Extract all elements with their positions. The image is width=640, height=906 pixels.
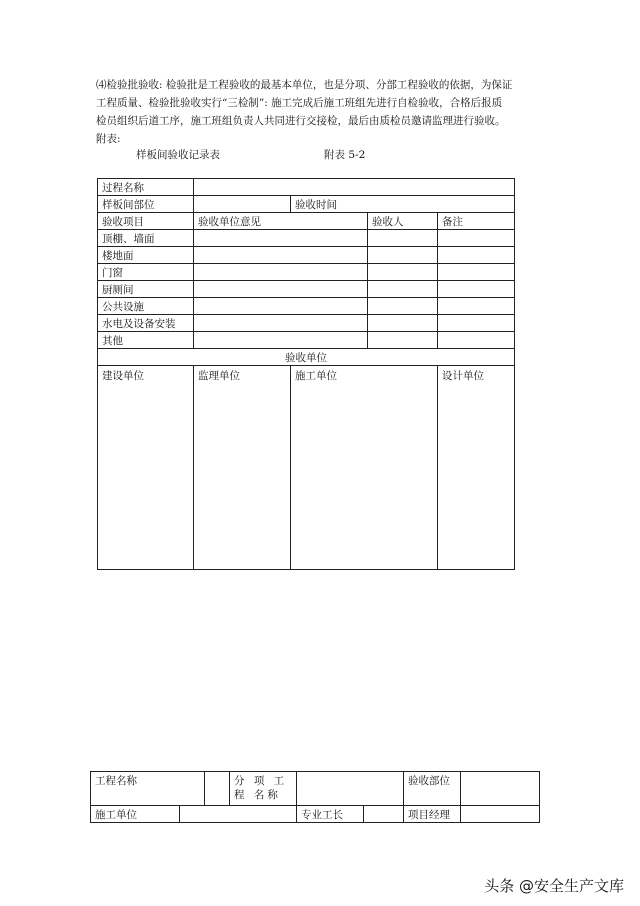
- supervisor-unit-signature[interactable]: 监理单位: [194, 366, 291, 570]
- construction-unit-signature[interactable]: 施工单位: [291, 366, 438, 570]
- opinion-cell[interactable]: [194, 281, 368, 298]
- table-row: [98, 247, 515, 264]
- header-inspector: 验收人: [368, 213, 438, 230]
- item-label: 楼地面: [98, 247, 194, 264]
- project-manager-label: 项目经理: [404, 806, 461, 823]
- item-label: 水电及设备安装: [98, 315, 194, 332]
- table-row: [98, 264, 515, 281]
- sample-part-value[interactable]: [194, 196, 291, 213]
- opinion-cell[interactable]: [194, 332, 368, 349]
- acceptance-record-table: [97, 178, 515, 570]
- table-row: [98, 230, 515, 247]
- item-label: 厨厕间: [98, 281, 194, 298]
- item-label: 公共设施: [98, 298, 194, 315]
- inspector-cell[interactable]: [368, 281, 438, 298]
- table-row: [98, 332, 515, 349]
- paragraph-line: ⑷检验批验收: 检验批是工程验收的最基本单位，也是分项、分部工程验收的依据，为保证: [96, 79, 513, 91]
- table-row: [98, 315, 515, 332]
- header-opinion: 验收单位意见: [194, 213, 368, 230]
- opinion-cell[interactable]: [194, 298, 368, 315]
- inspector-cell[interactable]: [368, 298, 438, 315]
- inspector-cell[interactable]: [368, 230, 438, 247]
- opinion-cell[interactable]: [194, 247, 368, 264]
- foreman-value[interactable]: [364, 806, 404, 823]
- remark-cell[interactable]: [438, 332, 515, 349]
- inspector-cell[interactable]: [368, 315, 438, 332]
- table-header-row: [98, 213, 515, 230]
- sample-part-label: 样板间部位: [98, 196, 194, 213]
- project-name-label: 工程名称: [91, 772, 205, 806]
- inspector-cell[interactable]: [368, 332, 438, 349]
- paragraph-line: 检员组织后道工序，施工班组负责人共同进行交接检，最后由质检员邀请监理进行验收。: [96, 115, 506, 127]
- owner-unit-signature[interactable]: 建设单位: [98, 366, 194, 570]
- project-info-table: [90, 771, 540, 823]
- header-remark: 备注: [438, 213, 515, 230]
- header-item: 验收项目: [98, 213, 194, 230]
- process-name-value[interactable]: [194, 179, 515, 196]
- remark-cell[interactable]: [438, 230, 515, 247]
- opinion-cell[interactable]: [194, 230, 368, 247]
- opinion-cell[interactable]: [194, 264, 368, 281]
- project-name-value[interactable]: [205, 772, 230, 806]
- remark-cell[interactable]: [438, 264, 515, 281]
- units-header: 验收单位: [98, 349, 515, 366]
- accept-time-label: 验收时间: [291, 196, 515, 213]
- foreman-label: 专业工长: [297, 806, 364, 823]
- table-row: [98, 281, 515, 298]
- opinion-cell[interactable]: [194, 315, 368, 332]
- table-row: [98, 298, 515, 315]
- project-manager-value[interactable]: [461, 806, 540, 823]
- item-label: 门窗: [98, 264, 194, 281]
- table-ref: 附表 5-2: [324, 149, 366, 161]
- paragraph-line: 工程质量、检验批验收实行“三检制”: 施工完成后施工班组先进行自检验收，合格后报质: [96, 97, 503, 109]
- signature-row: [98, 366, 515, 570]
- source-watermark: 头条 @安全生产文库: [484, 877, 624, 895]
- construction-unit-label: 施工单位: [91, 806, 180, 823]
- remark-cell[interactable]: [438, 315, 515, 332]
- process-name-label: 过程名称: [98, 179, 194, 196]
- remark-cell[interactable]: [438, 247, 515, 264]
- remark-cell[interactable]: [438, 281, 515, 298]
- item-label: 顶棚、墙面: [98, 230, 194, 247]
- inspector-cell[interactable]: [368, 247, 438, 264]
- design-unit-signature[interactable]: 设计单位: [438, 366, 515, 570]
- remark-cell[interactable]: [438, 298, 515, 315]
- intro-paragraph: [96, 76, 546, 148]
- accept-part-value[interactable]: [461, 772, 540, 806]
- accept-part-label: 验收部位: [404, 772, 461, 806]
- construction-unit-value[interactable]: [180, 806, 297, 823]
- item-label: 其他: [98, 332, 194, 349]
- paragraph-line: 附表:: [96, 133, 121, 145]
- sub-project-label: 分 项 工 程 名称: [230, 772, 297, 806]
- table-title: 样板间验收记录表: [136, 149, 220, 161]
- inspector-cell[interactable]: [368, 264, 438, 281]
- sub-project-value[interactable]: [297, 772, 404, 806]
